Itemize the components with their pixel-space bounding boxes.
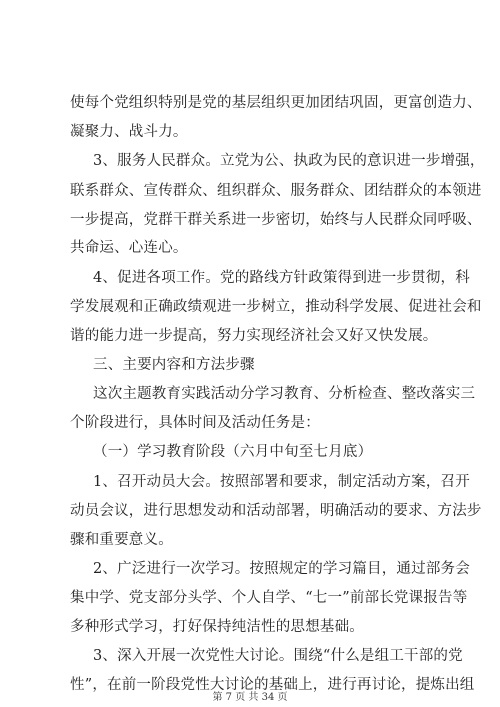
body-line-18: 集中学、党支部分头学、个人自学、“七一”前部长党课报告等 <box>70 590 468 606</box>
body-line-3: 3、服务人民群众。立党为公、执政为民的意识进一步增强， <box>93 153 485 169</box>
body-line-7: 4、促进各项工作。党的路线方针政策得到进一步贯彻，科 <box>93 270 470 286</box>
body-line-1: 使每个党组织特别是党的基层组织更加团结巩固，更富创造力、 <box>70 95 482 111</box>
body-line-2: 凝聚力、战斗力。 <box>70 124 188 140</box>
body-line-9: 谐的能力进一步提高，努力实现经济社会又好又快发展。 <box>70 328 438 344</box>
body-line-20: 3、深入开展一次党性大讨论。围绕“什么是组工干部的党 <box>93 648 463 664</box>
section-heading: 三、主要内容和方法步骤 <box>93 357 255 373</box>
body-line-19: 多种形式学习，打好保持纯洁性的思想基础。 <box>70 619 364 635</box>
body-line-4: 联系群众、宣传群众、组织群众、服务群众、团结群众的本领进 <box>70 183 482 199</box>
body-line-16: 骤和重要意义。 <box>70 532 173 548</box>
body-line-8: 学发展观和正确政绩观进一步树立，推动科学发展、促进社会和 <box>70 299 482 315</box>
body-line-15: 动员会议，进行思想发动和活动部署，明确活动的要求、方法步 <box>70 503 482 519</box>
body-line-12: 个阶段进行，具体时间及活动任务是： <box>70 415 320 431</box>
body-line-6: 共命运、心连心。 <box>70 240 188 256</box>
body-line-11: 这次主题教育实践活动分学习教育、分析检查、整改落实三 <box>93 386 476 402</box>
body-line-21: 性”，在前一阶段党性大讨论的基础上，进行再讨论，提炼出组 <box>70 677 475 693</box>
subsection-heading: （一）学习教育阶段（六月中旬至七月底） <box>93 444 373 460</box>
body-line-14: 1、召开动员大会。按照部署和要求，制定活动方案，召开 <box>93 474 470 490</box>
page-number-footer: 第 7 页 共 34 页 <box>212 692 288 703</box>
body-line-17: 2、广泛进行一次学习。按照规定的学习篇目，通过部务会 <box>93 561 470 577</box>
body-line-5: 一步提高，党群干群关系进一步密切，始终与人民群众同呼吸、 <box>70 212 482 228</box>
